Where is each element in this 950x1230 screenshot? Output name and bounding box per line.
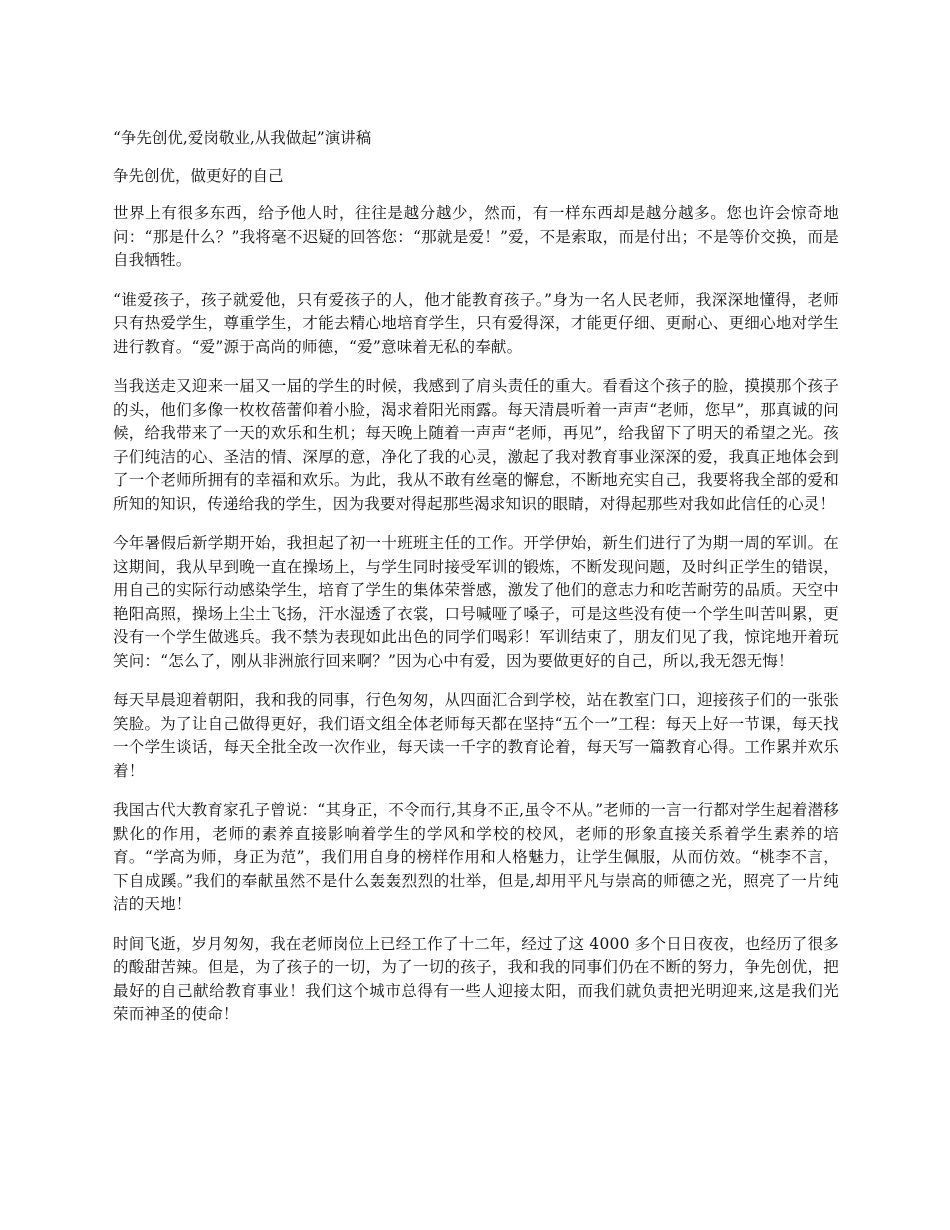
document-subtitle: 争先创优，做更好的自己 [113,167,284,185]
paragraph-2: “谁爱孩子，孩子就爱他，只有爱孩子的人，他才能教育孩子。”身为一名人民老师，我深深地懂得，老师只有热爱学生，尊重学生，才能去精心地培育学生，只有爱得深，才能更仔细、更耐心、更细心地对学生进行教育。“爱”源于高尚的师德，“爱”意味着无私的奉献。 [113,290,839,356]
paragraph-1: 世界上有很多东西，给予他人时，往往是越分越少，然而，有一样东西却是越分越多。您也许会惊奇地问：“那是什么？”我将毫不迟疑的回答您：“那就是爱！”爱，不是索取，而是付出；不是等价交换，而是自我牺牲。 [113,204,839,269]
paragraph-4: 今年暑假后新学期开始，我担起了初一十班班主任的工作。开学伊始，新生们进行了为期一周的军训。在这期间，我从早到晚一直在操场上，与学生同时接受军训的锻炼，不断发现问题，及时纠正学生的错误，用自己的实际行动感染学生，培育了学生的集体荣誉感，激发了他们的意志力和吃苦耐劳的品质。天空中艳阳高照，操场上尘土飞扬，汗水湿透了衣裳，口号喊哑了嗓子，可是这些没有使一个学生叫苦叫累，更没有一个学生做逃兵。我不禁为表现如此出色的同学们喝彩！军训结束了，朋友们见了我，惊诧地开着玩笑问：“怎么了，刚从非洲旅行回来啊？”因为心中有爱，因为要做更好的自己，所以,我无怨无悔！ [113,534,839,670]
paragraph-6: 我国古代大教育家孔子曾说：“其身正，不令而行,其身不正,虽令不从。”老师的一言一行都对学生起着潜移默化的作用，老师的素养直接影响着学生的学风和学校的校风，老师的形象直接关系着学生素养的培育。“学高为师，身正为范”，我们用自身的榜样作用和人格魅力，让学生佩服，从而仿效。“桃李不言，下自成蹊。”我们的奉献虽然不是什么轰轰烈烈的壮举，但是,却用平凡与崇高的师德之光，照亮了一片纯洁的天地！ [113,801,839,913]
document-body [113,126,839,1043]
paragraph-7: 时间飞逝，岁月匆匆，我在老师岗位上已经工作了十二年，经过了这 4000 多个日日夜夜，也经历了很多的酸甜苦辣。但是，为了孩子的一切，为了一切的孩子，我和我的同事们仍在不断的努力，争先创优，把最好的自己献给教育事业！我们这个城市总得有一些人迎接太阳，而我们就负责把光明迎来,这是我们光荣而神圣的使命！ [113,934,839,1023]
paragraph-3: 当我送走又迎来一届又一届的学生的时候，我感到了肩头责任的重大。看看这个孩子的脸，摸摸那个孩子的头，他们多像一枚枚蓓蕾仰着小脸，渴求着阳光雨露。每天清晨听着一声声“老师，您早”，那真诚的问候，给我带来了一天的欢乐和生机；每天晚上随着一声声“老师，再见”，给我留下了明天的希望之光。孩子们纯洁的心、圣洁的情、深厚的意，净化了我的心灵，激起了我对教育事业深深的爱，我真正地体会到了一个老师所拥有的幸福和欢乐。为此，我从不敢有丝毫的懈怠，不断地充实自己，我要将我全部的爱和所知的知识，传递给我的学生，因为我要对得起那些渴求知识的眼睛，对得起那些对我如此信任的心灵！ [113,377,839,513]
document-title: “争先创优,爱岗敬业,从我做起”演讲稿 [113,129,372,147]
paragraph-5: 每天早晨迎着朝阳，我和我的同事，行色匆匆，从四面汇合到学校，站在教室门口，迎接孩子们的一张张笑脸。为了让自己做得更好，我们语文组全体老师每天都在坚持“五个一”工程：每天上好一节课，每天找一个学生谈话，每天全批全改一次作业，每天读一千字的教育论着，每天写一篇教育心得。工作累并欢乐着！ [113,691,839,780]
